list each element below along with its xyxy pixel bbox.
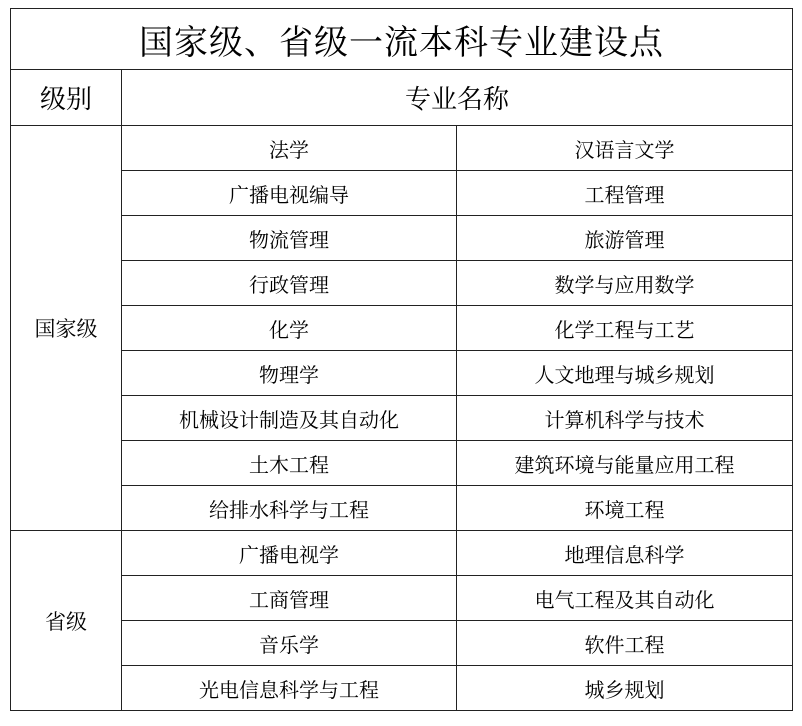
major-cell: 广播电视学 <box>122 531 457 576</box>
major-cell: 物理学 <box>122 351 457 396</box>
major-cell: 机械设计制造及其自动化 <box>122 396 457 441</box>
major-cell: 城乡规划 <box>457 666 793 711</box>
table-row <box>11 216 793 261</box>
major-cell: 数学与应用数学 <box>457 261 793 306</box>
table-row <box>11 351 793 396</box>
table-body <box>11 126 793 711</box>
table-row <box>11 486 793 531</box>
major-cell: 旅游管理 <box>457 216 793 261</box>
table-row <box>11 666 793 711</box>
major-column-header: 专业名称 <box>122 70 793 126</box>
table-row <box>11 171 793 216</box>
table-row <box>11 396 793 441</box>
major-cell: 环境工程 <box>457 486 793 531</box>
table-row <box>11 126 793 171</box>
table-row <box>11 576 793 621</box>
major-cell: 法学 <box>122 126 457 171</box>
table-row <box>11 306 793 351</box>
major-cell: 行政管理 <box>122 261 457 306</box>
table-row <box>11 531 793 576</box>
table-row <box>11 261 793 306</box>
major-cell: 物流管理 <box>122 216 457 261</box>
table-row <box>11 621 793 666</box>
level-column-header: 级别 <box>11 70 122 126</box>
major-cell: 工程管理 <box>457 171 793 216</box>
level-cell: 省级 <box>11 531 122 711</box>
level-cell: 国家级 <box>11 126 122 531</box>
major-cell: 土木工程 <box>122 441 457 486</box>
major-cell: 给排水科学与工程 <box>122 486 457 531</box>
major-cell: 人文地理与城乡规划 <box>457 351 793 396</box>
major-cell: 汉语言文学 <box>457 126 793 171</box>
major-cell: 光电信息科学与工程 <box>122 666 457 711</box>
majors-table <box>10 8 793 711</box>
major-cell: 工商管理 <box>122 576 457 621</box>
major-cell: 电气工程及其自动化 <box>457 576 793 621</box>
major-cell: 地理信息科学 <box>457 531 793 576</box>
major-cell: 音乐学 <box>122 621 457 666</box>
table-row <box>11 441 793 486</box>
table-title: 国家级、省级一流本科专业建设点 <box>11 9 793 70</box>
major-cell: 化学工程与工艺 <box>457 306 793 351</box>
major-cell: 建筑环境与能量应用工程 <box>457 441 793 486</box>
major-cell: 计算机科学与技术 <box>457 396 793 441</box>
major-cell: 软件工程 <box>457 621 793 666</box>
major-cell: 化学 <box>122 306 457 351</box>
major-cell: 广播电视编导 <box>122 171 457 216</box>
